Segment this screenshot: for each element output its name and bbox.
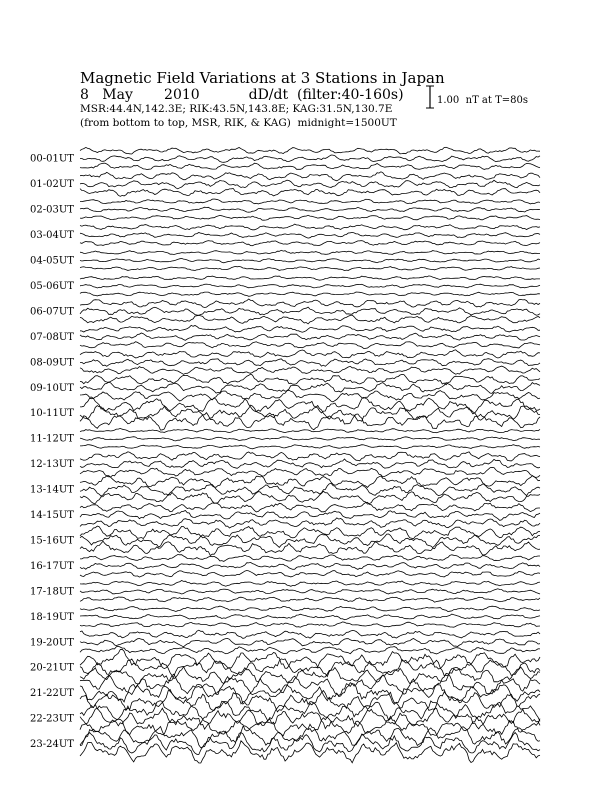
day-text: 8: [80, 87, 89, 103]
station-trace-msr: [80, 646, 540, 654]
station-trace-msr: [80, 667, 540, 684]
station-trace-msr: [80, 215, 540, 220]
hour-label: 16-17UT: [30, 560, 74, 572]
station-trace-kag: [80, 147, 540, 154]
station-trace-kag: [80, 299, 540, 308]
quantity-text: dD/dt: [248, 87, 289, 103]
station-trace-msr: [80, 390, 540, 402]
station-trace-msr: [80, 690, 540, 712]
hour-label: 06-07UT: [30, 306, 74, 318]
station-trace-msr: [80, 622, 540, 627]
station-trace-msr: [80, 468, 540, 478]
station-trace-rik: [80, 483, 540, 496]
chart-title: Magnetic Field Variations at 3 Stations in Japan: [80, 69, 445, 87]
station-trace-rik: [80, 333, 540, 340]
station-trace-rik: [80, 207, 540, 212]
hour-label: 19-20UT: [30, 637, 74, 649]
station-trace-msr: [80, 315, 540, 324]
hour-label: 11-12UT: [30, 433, 74, 445]
station-trace-rik: [80, 659, 540, 679]
station-trace-kag: [80, 476, 540, 488]
hour-label: 22-23UT: [30, 713, 74, 725]
station-trace-msr: [80, 716, 540, 735]
station-trace-msr: [80, 241, 540, 246]
station-trace-msr: [80, 292, 540, 296]
station-trace-rik: [80, 562, 540, 569]
station-trace-kag: [80, 276, 540, 280]
station-trace-kag: [80, 606, 540, 612]
midnight-text: midnight=1500UT: [297, 117, 397, 129]
station-trace-rik: [80, 155, 540, 162]
year-text: 2010: [164, 87, 200, 103]
station-trace-msr: [80, 189, 540, 197]
hour-label: 01-02UT: [30, 179, 74, 191]
station-trace-rik: [80, 284, 540, 288]
hour-label: 17-18UT: [30, 586, 74, 598]
hour-rows: [30, 147, 540, 763]
station-trace-kag: [80, 199, 540, 204]
station-trace-kag: [80, 630, 540, 638]
station-trace-kag: [80, 325, 540, 332]
station-trace-rik: [80, 180, 540, 189]
order-text: (from bottom to top, MSR, RIK, & KAG): [80, 117, 291, 129]
hour-label: 20-21UT: [30, 662, 74, 674]
hour-label: 04-05UT: [30, 255, 74, 267]
stations-line: MSR:44.4N,142.3E; RIK:43.5N,143.8E; KAG:31.5N,130.7E: [80, 103, 393, 115]
scale-bar: [426, 86, 434, 108]
station-trace-rik: [80, 437, 540, 441]
station-trace-msr: [80, 518, 540, 528]
station-trace-kag: [80, 350, 540, 358]
station-trace-rik: [80, 639, 540, 647]
hour-label: 00-01UT: [30, 153, 74, 165]
station-trace-kag: [80, 397, 540, 414]
filter-text: (filter:40-160s): [297, 87, 404, 103]
station-trace-msr: [80, 571, 540, 578]
hour-label: 10-11UT: [30, 408, 74, 420]
station-trace-kag: [80, 502, 540, 512]
station-trace-msr: [80, 266, 540, 270]
station-trace-kag: [80, 526, 540, 539]
station-trace-kag: [80, 673, 540, 695]
hour-label: 12-13UT: [30, 459, 74, 471]
station-trace-rik: [80, 459, 540, 468]
hour-label: 23-24UT: [30, 739, 74, 751]
station-trace-rik: [80, 733, 540, 755]
station-trace-msr: [80, 445, 540, 449]
station-trace-rik: [80, 511, 540, 521]
hour-label: 14-15UT: [30, 510, 74, 522]
station-trace-kag: [80, 452, 540, 461]
month-text: May: [102, 87, 133, 103]
station-trace-rik: [80, 382, 540, 393]
station-trace-kag: [80, 581, 540, 587]
station-trace-rik: [80, 258, 540, 262]
station-trace-msr: [80, 366, 540, 374]
station-trace-kag: [80, 250, 540, 254]
station-trace-rik: [80, 307, 540, 315]
hour-label: 03-04UT: [30, 230, 74, 242]
hour-label: 18-19UT: [30, 611, 74, 623]
station-trace-rik: [80, 589, 540, 594]
station-trace-msr: [80, 741, 540, 763]
station-trace-kag: [80, 555, 540, 562]
station-trace-rik: [80, 359, 540, 367]
station-trace-kag: [80, 172, 540, 181]
station-trace-msr: [80, 597, 540, 602]
hour-label: 08-09UT: [30, 357, 74, 369]
station-trace-msr: [80, 342, 540, 349]
hour-label: 02-03UT: [30, 204, 74, 216]
hour-label: 07-08UT: [30, 331, 74, 343]
station-trace-msr: [80, 163, 540, 170]
scale-label: 1.00 nT at T=80s: [437, 95, 528, 106]
station-trace-rik: [80, 405, 540, 421]
hour-label: 09-10UT: [30, 382, 74, 394]
hour-label: 15-16UT: [30, 535, 74, 547]
station-trace-rik: [80, 614, 540, 620]
hour-label: 21-22UT: [30, 688, 74, 700]
station-trace-rik: [80, 708, 540, 729]
hour-label: 05-06UT: [30, 280, 74, 292]
station-trace-kag: [80, 428, 540, 432]
station-trace-rik: [80, 534, 540, 548]
station-trace-kag: [80, 224, 540, 230]
station-trace-msr: [80, 491, 540, 504]
station-trace-rik: [80, 232, 540, 238]
station-trace-kag: [80, 374, 540, 385]
station-trace-msr: [80, 541, 540, 555]
hour-label: 13-14UT: [30, 484, 74, 496]
